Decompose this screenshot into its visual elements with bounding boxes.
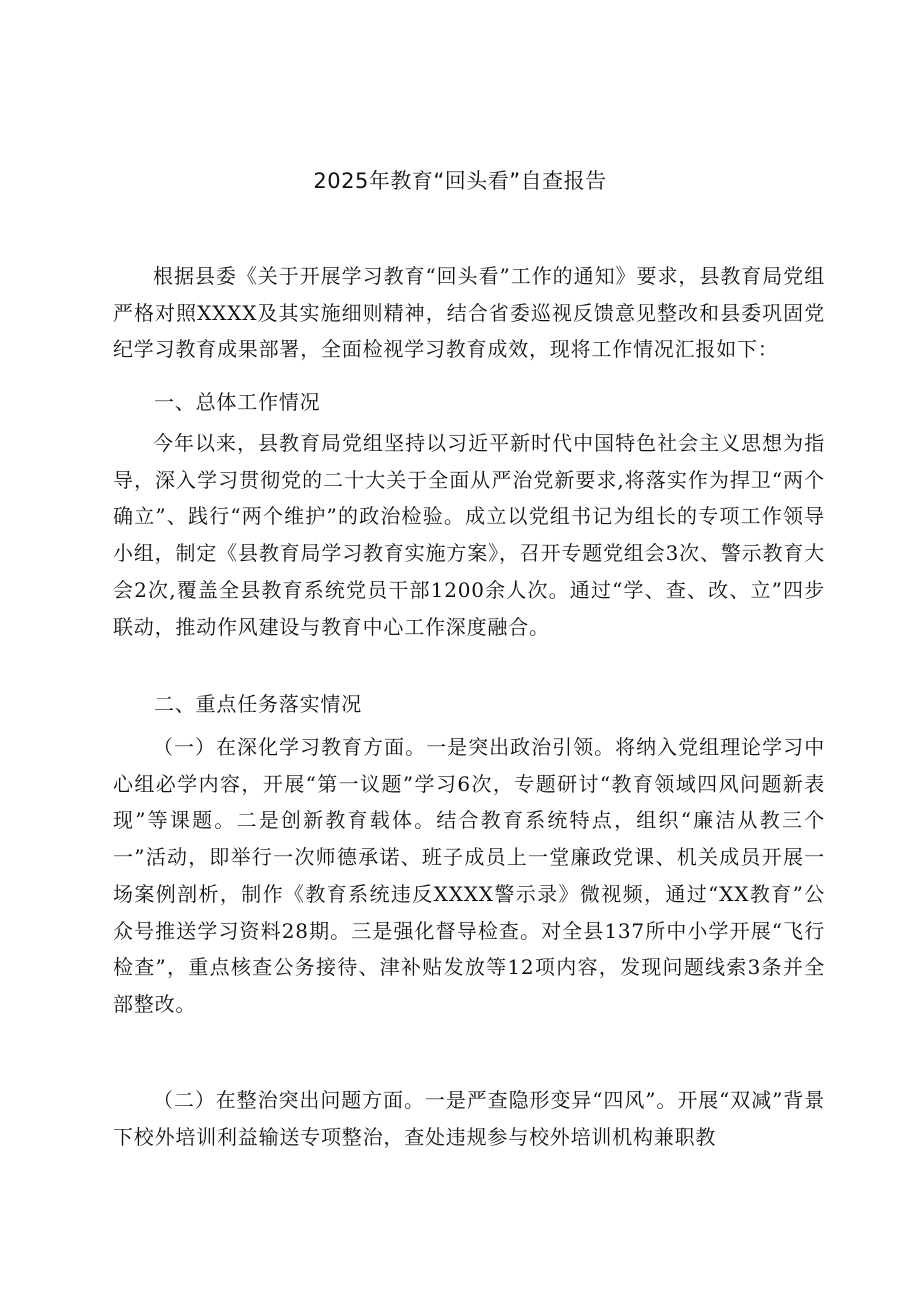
section-1-block [113,425,825,645]
section-1-paragraph: 今年以来，县教育局党组坚持以习近平新时代中国特色社会主义思想为指导，深入学习贯彻党的二十大关于全面从严治党新要求,将落实作为捍卫“两个确立”、践行“两个维护”的政治检验。成立以党组书记为组长的专项工作领导小组，制定《县教育局学习教育实施方案》，召开专题党组会3次、警示教育大会2次,覆盖全县教育系统党员干部1200余人次。通过“学、查、改、立”四步联动，推动作风建设与教育中心工作深度融合。 [113,431,825,639]
intro-paragraph: 根据县委《关于开展学习教育“回头看”工作的通知》要求，县教育局党组严格对照XXXX及其实施细则精神，结合省委巡视反馈意见整改和县委巩固党纪学习教育成果部署，全面检视学习教育成效，现将工作情况汇报如下： [113,264,825,362]
section-2-block-1 [113,729,825,1023]
document-title: 2025年教育“回头看”自查报告 [313,169,607,193]
section-1-heading: 一、总体工作情况 [154,390,321,414]
section-2-block-2 [113,1082,825,1155]
section-2-paragraph-2: （二）在整治突出问题方面。一是严查隐形变异“四风”。开展“双减”背景下校外培训利益输送专项整治，查处违规参与校外培训机构兼职教 [113,1088,825,1149]
section-2-heading: 二、重点任务落实情况 [154,692,362,716]
intro-block [113,258,825,368]
section-2-paragraph-1: （一）在深化学习教育方面。一是突出政治引领。将纳入党组理论学习中心组必学内容，开展“第一议题”学习6次，专题研讨“教育领域四风问题新表现”等课题。二是创新教育载体。结合教育系统特点，组织“廉洁从教三个一”活动，即举行一次师德承诺、班子成员上一堂廉政党课、机关成员开展一场案例剖析，制作《教育系统违反XXXX警示录》微视频，通过“XX教育”公众号推送学习资料28期。三是强化督导检查。对全县137所中小学开展“飞行检查”，重点核查公务接待、津补贴发放等12项内容，发现问题线索3条并全部整改。 [113,735,825,1016]
